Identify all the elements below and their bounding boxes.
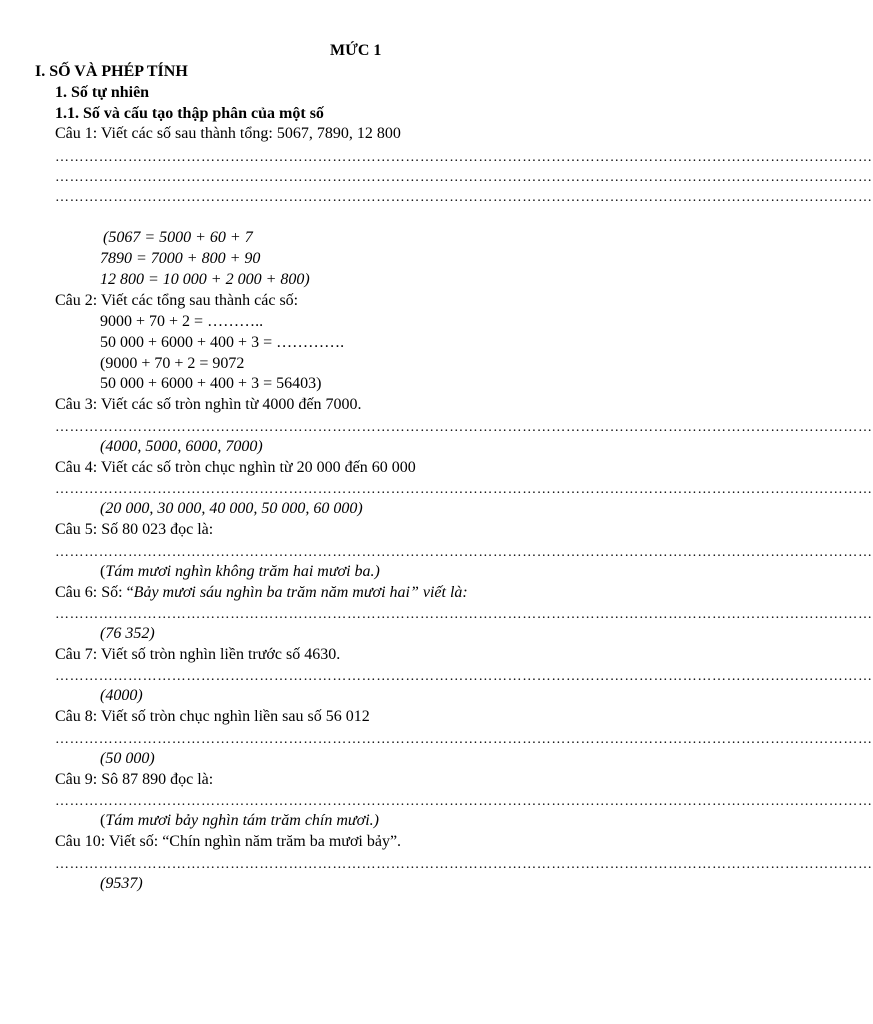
q9-answer	[100, 811, 379, 831]
question-4: Câu 4: Viết các số tròn chục nghìn từ 20 000 đến 60 000	[55, 459, 416, 476]
q2-item: 9000 + 70 + 2 = ………..	[100, 313, 264, 330]
answer-line: ……………………………………………………………………………………………………………………………………………………	[55, 607, 873, 622]
answer-line: ……………………………………………………………………………………………………………………………………………………	[55, 190, 873, 205]
answer-line: ……………………………………………………………………………………………………………………………………………………	[55, 482, 873, 497]
q1-answer: 7890 = 7000 + 800 + 90	[100, 250, 261, 267]
answer-line: ……………………………………………………………………………………………………………………………………………………	[55, 170, 873, 185]
question-10: Câu 10: Viết số: “Chín nghìn năm trăm ba mươi bảy”.	[55, 833, 402, 850]
q6-answer: (76 352)	[100, 625, 155, 642]
answer-line: ……………………………………………………………………………………………………………………………………………………	[55, 732, 873, 747]
question-5: Câu 5: Số 80 023 đọc là:	[55, 521, 214, 538]
q2-answer: 50 000 + 6000 + 400 + 3 = 56403)	[100, 375, 322, 392]
level-heading: MỨC 1	[330, 42, 382, 59]
answer-line: ……………………………………………………………………………………………………………………………………………………	[55, 150, 873, 165]
question-7: Câu 7: Viết số tròn nghìn liền trước số 4630.	[55, 646, 341, 663]
q1-answer: 12 800 = 10 000 + 2 000 + 800)	[100, 271, 310, 288]
q2-item: 50 000 + 6000 + 400 + 3 = ………….	[100, 334, 345, 351]
question-1: Câu 1: Viết các số sau thành tổng: 5067, 7890, 12 800	[55, 125, 401, 142]
subsubsection-heading: 1.1. Số và cấu tạo thập phân của một số	[55, 105, 324, 122]
q10-answer: (9537)	[100, 875, 143, 892]
question-9: Câu 9: Sô 87 890 đọc là:	[55, 771, 214, 788]
answer-line: ……………………………………………………………………………………………………………………………………………………	[55, 545, 873, 560]
answer-line: ……………………………………………………………………………………………………………………………………………………	[55, 669, 873, 684]
q7-answer: (4000)	[100, 687, 143, 704]
question-2: Câu 2: Viết các tổng sau thành các số:	[55, 292, 299, 309]
question-prefix: Câu 6: Số: “	[55, 584, 134, 601]
q3-answer: (4000, 5000, 6000, 7000)	[100, 438, 263, 455]
answer-open-paren: (	[100, 812, 106, 829]
answer-line: ……………………………………………………………………………………………………………………………………………………	[55, 420, 873, 435]
subsection-heading: 1. Số tự nhiên	[55, 84, 150, 101]
section-heading: I. SỐ VÀ PHÉP TÍNH	[35, 63, 188, 80]
q8-answer: (50 000)	[100, 750, 155, 767]
answer-line: ……………………………………………………………………………………………………………………………………………………	[55, 857, 873, 872]
question-quote: Bảy mươi sáu nghìn ba trăm năm mươi hai” viết là:	[133, 584, 468, 601]
answer-open-paren: (	[100, 563, 106, 580]
question-6	[55, 583, 468, 603]
answer-text: Tám mươi bảy nghìn tám trăm chín mươi.)	[105, 812, 379, 829]
q4-answer: (20 000, 30 000, 40 000, 50 000, 60 000)	[100, 500, 363, 517]
answer-line: ……………………………………………………………………………………………………………………………………………………	[55, 794, 873, 809]
question-3: Câu 3: Viết các số tròn nghìn từ 4000 đến 7000.	[55, 396, 362, 413]
q2-answer: (9000 + 70 + 2 = 9072	[100, 355, 245, 372]
q5-answer	[100, 562, 380, 582]
question-8: Câu 8: Viết số tròn chục nghìn liền sau số 56 012	[55, 708, 370, 725]
q1-answer: (5067 = 5000 + 60 + 7	[103, 229, 253, 246]
answer-text: Tám mươi nghìn không trăm hai mươi ba.)	[105, 563, 380, 580]
